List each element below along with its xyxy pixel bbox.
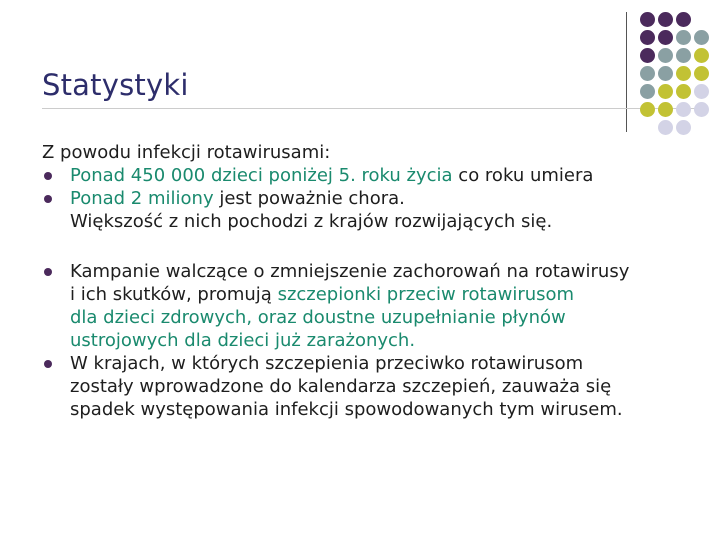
bullet-item-1 — [42, 164, 682, 187]
bullet-text: Kampanie walczące o zmniejszenie zachorowań na rotawirusy — [70, 261, 630, 282]
dot — [694, 84, 709, 99]
dot — [658, 120, 673, 135]
dot — [640, 12, 655, 27]
vertical-divider — [626, 12, 627, 132]
dot — [676, 12, 691, 27]
bullet-text: i ich skutków, promują — [70, 284, 278, 305]
dot — [658, 30, 673, 45]
dot — [694, 48, 709, 63]
dot — [694, 102, 709, 117]
dot — [658, 102, 673, 117]
bullet-text: jest poważnie chora. — [213, 188, 405, 209]
slide-title: Statystyki — [42, 68, 189, 102]
dot — [694, 30, 709, 45]
bullet-item-2 — [42, 187, 682, 210]
bullet-item-4 — [42, 352, 682, 375]
dot — [640, 102, 655, 117]
bullet-dot-icon — [44, 268, 52, 276]
highlight-text: Ponad 450 000 dzieci poniżej 5. roku życia — [70, 165, 453, 186]
bullet-item-3-line-4: ustrojowych dla dzieci już zarażonych. — [70, 330, 416, 351]
bullet-text: W krajach, w których szczepienia przeciwko rotawirusom — [70, 353, 584, 374]
bullet-item-3-line-2 — [42, 283, 682, 306]
bullet-dot-icon — [44, 172, 52, 180]
dot — [676, 48, 691, 63]
bullet-item-3-line-3: dla dzieci zdrowych, oraz doustne uzupełnianie płynów — [70, 307, 566, 328]
dot — [640, 30, 655, 45]
dot — [694, 66, 709, 81]
bullet-item-3 — [42, 260, 682, 283]
dot — [658, 84, 673, 99]
spacer — [42, 233, 682, 260]
dot — [640, 66, 655, 81]
dot — [640, 48, 655, 63]
bullet-item-2-continuation: Większość z nich pochodzi z krajów rozwijających się. — [70, 211, 553, 232]
dot — [676, 102, 691, 117]
dot — [676, 30, 691, 45]
dot — [658, 66, 673, 81]
intro-text: Z powodu infekcji rotawirusami: — [42, 142, 331, 163]
dot — [640, 84, 655, 99]
bullet-dot-icon — [44, 360, 52, 368]
dot — [676, 84, 691, 99]
highlight-text: szczepionki przeciw rotawirusom — [277, 284, 575, 305]
highlight-text: Ponad 2 miliony — [70, 188, 214, 209]
dot — [658, 12, 673, 27]
bullet-item-4-line-2: zostały wprowadzone do kalendarza szczepień, zauważa się — [70, 376, 612, 397]
bullet-text: co roku umiera — [452, 165, 594, 186]
bullet-dot-icon — [44, 195, 52, 203]
dot — [676, 66, 691, 81]
title-underline — [42, 108, 708, 109]
dot — [676, 120, 691, 135]
dot — [658, 48, 673, 63]
slide-body — [42, 141, 682, 421]
bullet-item-4-line-3: spadek występowania infekcji spowodowanych tym wirusem. — [70, 399, 623, 420]
